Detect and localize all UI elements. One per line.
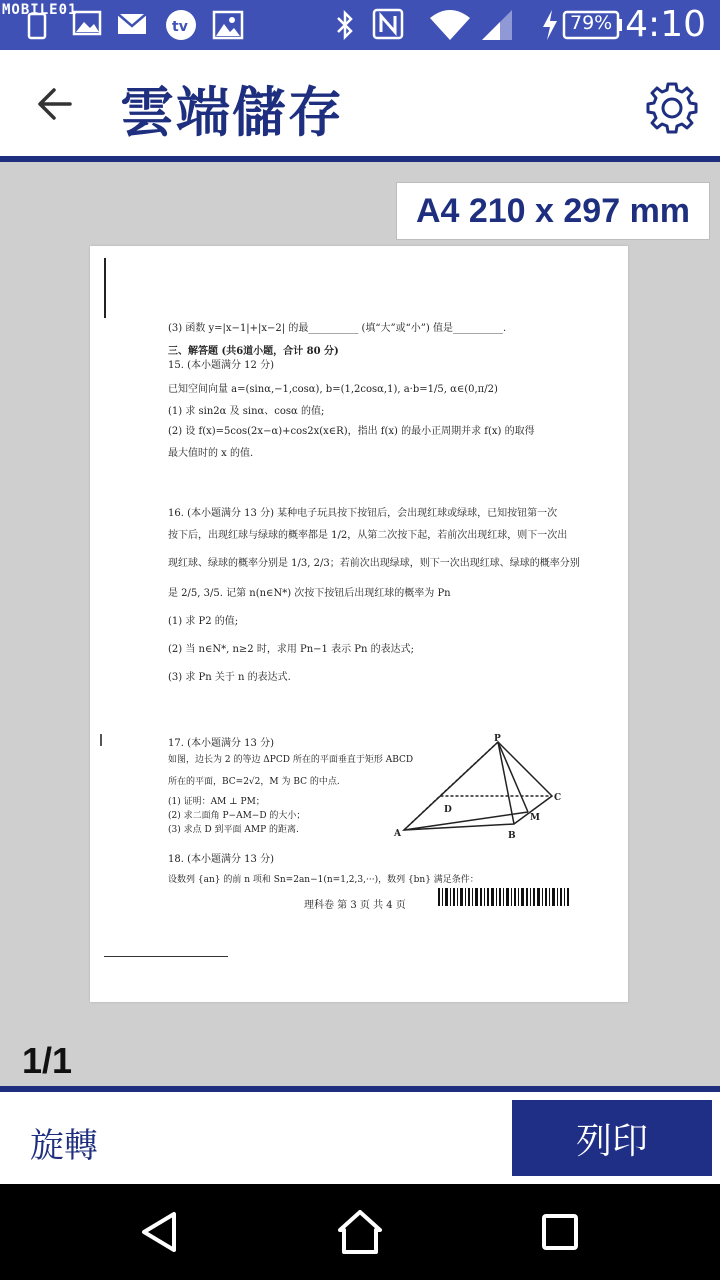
print-button[interactable] <box>512 1100 712 1176</box>
figure-label: M <box>530 813 540 823</box>
doc-line: (3) 函数 y=|x−1|+|x−2| 的最__________ (填“大”或“小”) 值是__________. <box>168 323 507 334</box>
doc-line: 按下后，出现红球与绿球的概率都是 1/2，从第二次按下起，若前次出现红球，则下一次出 <box>168 530 568 541</box>
doc-line: 所在的平面，BC=2√2，M 为 BC 的中点. <box>168 777 340 787</box>
wifi-icon <box>428 8 472 42</box>
figure-label: A <box>394 829 401 839</box>
scan-edge-mark <box>104 258 106 318</box>
document-content <box>90 246 628 1002</box>
nav-recents-icon <box>534 1206 586 1258</box>
doc-line: 最大值时的 x 的值. <box>168 448 254 459</box>
nfc-icon <box>372 8 404 40</box>
back-button[interactable] <box>28 82 84 126</box>
doc-line: 17. (本小题满分 13 分) <box>168 738 274 749</box>
watermark: MOBILE01 <box>2 2 78 18</box>
nav-back-button[interactable] <box>134 1206 186 1258</box>
page-title: 雲端儲存 <box>120 81 344 144</box>
figure-label: D <box>444 805 452 815</box>
doc-line: 设数列 {an} 的前 n 项和 Sn=2an−1(n=1,2,3,···)，数列 {bn} 满足条件： <box>168 875 479 885</box>
page-footer: 理科卷 第 3 页 共 4 页 <box>304 900 406 911</box>
figure-label: B <box>508 831 516 841</box>
doc-line: (1) 求 P2 的值; <box>168 616 239 627</box>
rotate-button[interactable]: 旋轉 <box>30 1126 98 1166</box>
app-bar <box>0 50 720 156</box>
status-bar <box>0 0 720 50</box>
footer-rule <box>104 956 228 957</box>
doc-line: 三、解答题 (共6道小题，合计 80 分) <box>168 346 339 357</box>
nav-home-button[interactable] <box>334 1206 386 1258</box>
doc-line: (2) 设 f(x)=5cos(2x−α)+cos2x(x∈R)，指出 f(x) 的最小正周期并求 f(x) 的取得 <box>168 426 535 437</box>
page-counter: 1/1 <box>22 1040 73 1081</box>
figure-label: P <box>494 734 501 744</box>
image-icon <box>72 10 102 38</box>
figure-label: C <box>554 793 562 803</box>
doc-line: (1) 证明：AM ⊥ PM； <box>168 797 265 807</box>
action-bar <box>0 1092 720 1184</box>
mail-icon <box>116 10 148 38</box>
arrow-back-icon <box>28 82 84 126</box>
doc-line: 如图，边长为 2 的等边 ΔPCD 所在的平面垂直于矩形 ABCD <box>168 755 414 765</box>
phone-icon <box>26 12 50 40</box>
doc-line: 已知空间向量 a=(sinα,−1,cosα), b=(1,2cosα,1), a·b=1/5, α∈(0,π/2) <box>168 384 498 395</box>
gallery-icon <box>212 10 244 40</box>
scan-edge-mark <box>100 734 102 746</box>
geometry-figure <box>390 732 570 852</box>
document-page-preview[interactable] <box>90 246 628 1002</box>
print-button-label: 列印 <box>575 1120 648 1162</box>
doc-line: 18. (本小题满分 13 分) <box>168 854 274 865</box>
system-nav-bar <box>0 1184 720 1280</box>
print-preview-area <box>0 162 720 1086</box>
battery-percent: 79% <box>570 12 613 34</box>
doc-line: (3) 求 Pn 关于 n 的表达式. <box>168 672 291 683</box>
clock: 4:10 <box>625 4 706 45</box>
doc-line: (2) 当 n∈N*, n≥2 时，求用 Pn−1 表示 Pn 的表达式; <box>168 644 414 655</box>
svg-text:tv: tv <box>172 19 188 35</box>
tv-app-icon <box>164 8 198 42</box>
paper-size-label[interactable]: A4 210 x 297 mm <box>396 182 710 240</box>
doc-line: (3) 求点 D 到平面 AMP 的距离. <box>168 825 299 835</box>
nav-home-icon <box>334 1206 386 1258</box>
doc-line: 是 2/5, 3/5. 记第 n(n∈N*) 次按下按钮后出现红球的概率为 Pn <box>168 588 451 599</box>
charging-icon <box>540 8 560 42</box>
nav-back-icon <box>134 1206 186 1258</box>
settings-button[interactable] <box>644 80 700 136</box>
bluetooth-icon <box>334 10 356 40</box>
signal-icon <box>480 8 514 42</box>
doc-line: 现红球、绿球的概率分别是 1/3, 2/3；若前次出现绿球，则下一次出现红球、绿球的概率分别 <box>168 558 580 569</box>
doc-line: 15. (本小题满分 12 分) <box>168 360 274 371</box>
barcode <box>438 888 570 914</box>
doc-line: (1) 求 sin2α 及 sinα、cosα 的值; <box>168 406 325 417</box>
doc-line: (2) 求二面角 P−AM−D 的大小； <box>168 811 306 821</box>
doc-line: 16. (本小题满分 13 分) 某种电子玩具按下按钮后，会出现红球或绿球，已知按钮第一次 <box>168 508 558 519</box>
gear-icon <box>644 80 700 136</box>
nav-recents-button[interactable] <box>534 1206 586 1258</box>
